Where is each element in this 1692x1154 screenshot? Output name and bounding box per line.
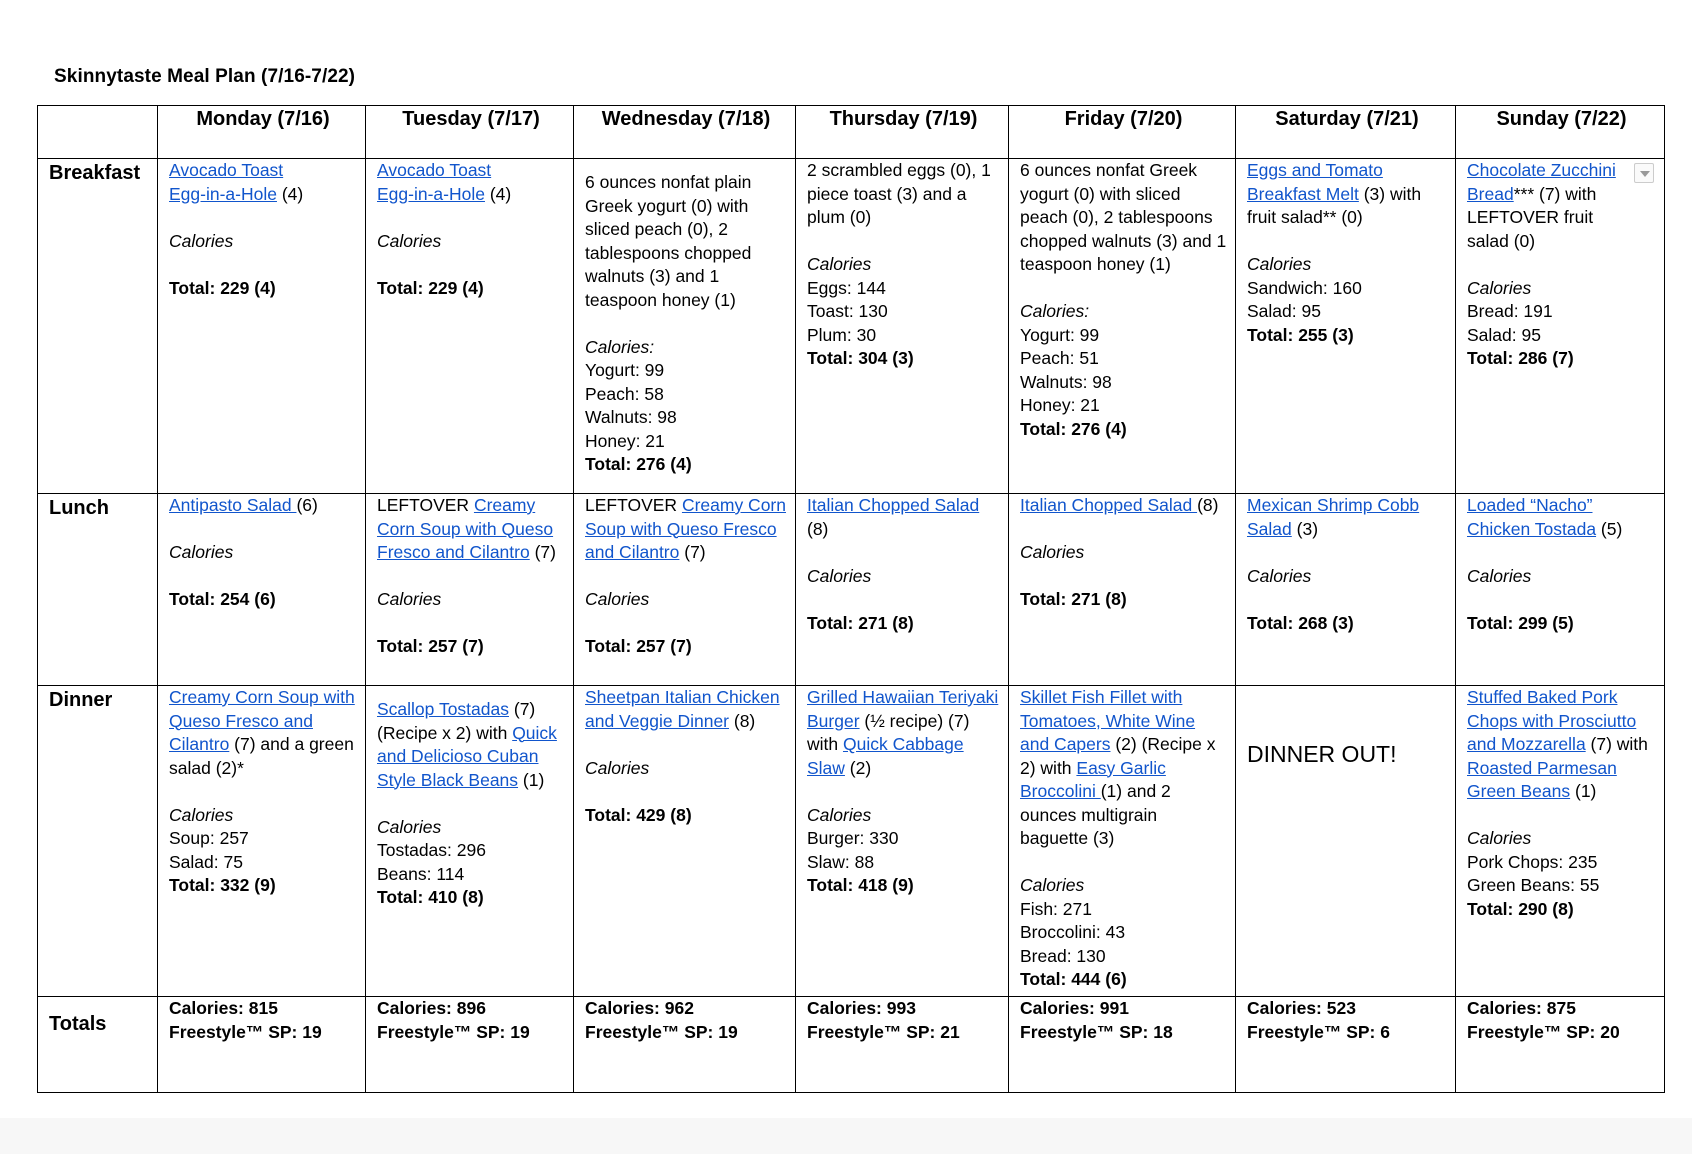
row-label-breakfast: Breakfast	[38, 159, 158, 494]
points: (8)	[1197, 495, 1219, 515]
recipe-link[interactable]: Mexican Shrimp Cobb Salad	[1247, 495, 1420, 539]
totals-friday	[1009, 997, 1236, 1093]
recipe-link[interactable]: Eggs and Tomato Breakfast Melt	[1247, 160, 1383, 204]
recipe-link[interactable]: Easy Garlic Broccolini	[1020, 757, 1166, 801]
recipe-link[interactable]: Antipasto Salad	[169, 495, 297, 515]
calorie-line: Salad: 95	[1467, 324, 1541, 345]
calories-label: Calories	[1247, 565, 1312, 586]
breakfast-monday	[158, 159, 366, 494]
calories-label: Calories	[169, 230, 234, 251]
daily-smartpoints: Freestyle™ SP: 19	[169, 1021, 322, 1042]
points: (7)	[529, 542, 556, 562]
meal-total: Total: 268 (3)	[1247, 612, 1354, 633]
document-title: Skinnytaste Meal Plan (7/16-7/22)	[54, 66, 356, 87]
meal-total: Total: 304 (3)	[807, 348, 914, 368]
meal-description: 6 ounces nonfat Greek yogurt (0) with sliced peach (0), 2 tablespoons chopped walnuts (3) and 1 teaspoon honey (1)	[1020, 160, 1227, 274]
calories-label: Calories	[807, 254, 872, 274]
lunch-row	[38, 494, 1665, 686]
breakfast-friday	[1009, 159, 1236, 494]
recipe-link[interactable]: Egg-in-a-Hole	[169, 183, 277, 204]
recipe-link[interactable]: Creamy Corn Soup with Queso Fresco and Cilantro	[585, 495, 786, 562]
calories-label: Calories	[1020, 542, 1085, 562]
daily-smartpoints: Freestyle™ SP: 19	[377, 1021, 530, 1042]
meal-total: Total: 286 (7)	[1467, 348, 1574, 368]
calorie-line: Salad: 95	[1247, 301, 1321, 321]
day-header-monday: Monday (7/16)	[158, 106, 366, 159]
points: (1)	[518, 769, 545, 790]
breakfast-sunday	[1456, 159, 1665, 494]
meal-total: Total: 271 (8)	[1020, 589, 1127, 609]
recipe-link[interactable]: Grilled Hawaiian Teriyaki Burger	[807, 687, 999, 731]
daily-smartpoints: Freestyle™ SP: 20	[1467, 1021, 1620, 1042]
daily-smartpoints: Freestyle™ SP: 19	[585, 1021, 738, 1042]
day-header-thursday: Thursday (7/19)	[796, 106, 1009, 159]
daily-calories: Calories: 523	[1247, 998, 1356, 1018]
calories-label: Calories:	[585, 336, 655, 357]
meal-description: (3) with fruit salad** (0)	[1247, 183, 1422, 227]
recipe-link[interactable]: Quick Cabbage Slaw	[807, 734, 964, 778]
calorie-line: Slaw: 88	[807, 851, 875, 872]
calorie-line: Salad: 75	[169, 851, 243, 872]
day-header-wednesday: Wednesday (7/18)	[574, 106, 796, 159]
dinner-row	[38, 686, 1665, 997]
totals-tuesday	[366, 997, 574, 1093]
calorie-line: Yogurt: 99	[1020, 324, 1100, 345]
totals-saturday	[1236, 997, 1456, 1093]
recipe-link[interactable]: Avocado Toast	[169, 160, 284, 180]
totals-wednesday	[574, 997, 796, 1093]
totals-thursday	[796, 997, 1009, 1093]
recipe-link[interactable]: Scallop Tostadas	[377, 699, 509, 719]
lunch-tuesday	[366, 494, 574, 686]
meal-total: Total: 255 (3)	[1247, 324, 1354, 345]
calorie-line: Bread: 191	[1467, 301, 1553, 321]
calorie-line: Walnuts: 98	[1020, 371, 1112, 392]
calorie-line: Burger: 330	[807, 828, 899, 848]
recipe-link[interactable]: Italian Chopped Salad	[807, 495, 980, 515]
breakfast-saturday	[1236, 159, 1456, 494]
points: (5)	[1596, 518, 1623, 539]
dinner-wednesday	[574, 686, 796, 997]
calories-label: Calories	[585, 757, 650, 778]
recipe-link[interactable]: Sheetpan Italian Chicken and Veggie Dinner	[585, 687, 780, 731]
daily-calories: Calories: 875	[1467, 998, 1576, 1018]
meal-description: 2 scrambled eggs (0), 1 piece toast (3) and a plum (0)	[807, 160, 991, 227]
dinner-sunday	[1456, 686, 1665, 997]
meal-total: Total: 418 (9)	[807, 875, 914, 895]
daily-calories: Calories: 896	[377, 998, 486, 1018]
dinner-monday	[158, 686, 366, 997]
meal-description: (2) (Recipe x 2) with	[1020, 734, 1216, 778]
dropdown-arrow-icon[interactable]	[1634, 163, 1654, 183]
calories-label: Calories	[169, 542, 234, 562]
daily-smartpoints: Freestyle™ SP: 18	[1020, 1021, 1173, 1042]
row-label-totals: Totals	[38, 997, 158, 1093]
meal-total: Total: 429 (8)	[585, 804, 692, 825]
day-header-tuesday: Tuesday (7/17)	[366, 106, 574, 159]
calorie-line: Plum: 30	[807, 324, 877, 345]
lunch-thursday	[796, 494, 1009, 686]
lunch-sunday	[1456, 494, 1665, 686]
breakfast-wednesday	[574, 159, 796, 494]
recipe-link[interactable]: Skillet Fish Fillet with Tomatoes, White Wine and Capers	[1020, 687, 1196, 754]
totals-monday	[158, 997, 366, 1093]
totals-row	[38, 997, 1665, 1093]
lunch-saturday	[1236, 494, 1456, 686]
calorie-line: Honey: 21	[585, 430, 665, 451]
row-label-lunch: Lunch	[38, 494, 158, 686]
meal-total: Total: 444 (6)	[1020, 969, 1127, 989]
dinner-friday	[1009, 686, 1236, 997]
calories-label: Calories	[585, 589, 650, 609]
meal-description: (½ recipe) (7) with	[807, 710, 970, 754]
lunch-wednesday	[574, 494, 796, 686]
points: (7)	[679, 542, 706, 562]
calories-label: Calories	[377, 816, 442, 837]
daily-calories: Calories: 993	[807, 998, 916, 1018]
meal-description: (1) and 2 ounces multigrain baguette (3)	[1020, 781, 1171, 848]
recipe-link[interactable]: Egg-in-a-Hole	[377, 183, 485, 204]
daily-smartpoints: Freestyle™ SP: 6	[1247, 1021, 1390, 1042]
recipe-link[interactable]: Loaded “Nacho” Chicken Tostada	[1467, 495, 1597, 539]
lunch-monday	[158, 494, 366, 686]
breakfast-row	[38, 159, 1665, 494]
calories-label: Calories	[1467, 277, 1532, 298]
recipe-link[interactable]: Roasted Parmesan Green Beans	[1467, 757, 1617, 801]
meal-total: Total: 229 (4)	[377, 277, 484, 298]
breakfast-tuesday	[366, 159, 574, 494]
calorie-line: Soup: 257	[169, 828, 249, 848]
daily-calories: Calories: 962	[585, 998, 694, 1018]
day-header-saturday: Saturday (7/21)	[1236, 106, 1456, 159]
calorie-line: Tostadas: 296	[377, 840, 486, 860]
meal-total: Total: 276 (4)	[1020, 418, 1127, 439]
calories-label: Calories	[169, 804, 234, 825]
breakfast-thursday	[796, 159, 1009, 494]
calorie-line: Beans: 114	[377, 863, 465, 884]
meal-total: Total: 254 (6)	[169, 589, 276, 609]
daily-smartpoints: Freestyle™ SP: 21	[807, 1021, 960, 1042]
calorie-line: Green Beans: 55	[1467, 875, 1600, 895]
meal-plan-table	[37, 105, 1665, 1093]
calorie-line: Bread: 130	[1020, 945, 1106, 966]
points: (8)	[729, 710, 756, 731]
page-bottom-band	[0, 1118, 1692, 1154]
calorie-line: Honey: 21	[1020, 395, 1100, 415]
corner-cell	[38, 106, 158, 159]
points: (2)	[844, 757, 872, 778]
calorie-line: Yogurt: 99	[585, 360, 665, 380]
totals-sunday	[1456, 997, 1665, 1093]
dinner-thursday	[796, 686, 1009, 997]
leftover-label: LEFTOVER	[585, 495, 682, 515]
meal-total: Total: 332 (9)	[169, 875, 276, 895]
recipe-link[interactable]: Creamy Corn Soup with Queso Fresco and Cilantro	[169, 687, 355, 754]
daily-calories: Calories: 815	[169, 998, 278, 1018]
recipe-link[interactable]: Stuffed Baked Pork Chops with Prosciutto and Mozzarella	[1467, 687, 1637, 754]
meal-total: Total: 276 (4)	[585, 454, 692, 474]
meal-total: Total: 290 (8)	[1467, 898, 1574, 919]
points: (6)	[296, 495, 318, 515]
calorie-line: Walnuts: 98	[585, 407, 677, 427]
calories-label: Calories	[1467, 565, 1532, 586]
calories-label: Calories	[377, 589, 442, 609]
daily-calories: Calories: 991	[1020, 998, 1129, 1018]
recipe-link[interactable]: Italian Chopped Salad	[1020, 495, 1198, 515]
calorie-line: Broccolini: 43	[1020, 922, 1126, 942]
row-label-dinner: Dinner	[38, 686, 158, 997]
meal-total: Total: 410 (8)	[377, 887, 484, 907]
header-row	[38, 106, 1665, 159]
calorie-line: Toast: 130	[807, 301, 888, 321]
points: (1)	[1570, 781, 1597, 801]
recipe-link[interactable]: Quick and Delicioso Cuban Style Black Beans	[377, 722, 557, 790]
meal-description: *** (7) with LEFTOVER fruit salad (0)	[1467, 183, 1597, 251]
points: (8)	[807, 518, 829, 539]
calories-label: Calories	[377, 230, 442, 251]
calorie-line: Fish: 271	[1020, 898, 1092, 919]
recipe-link[interactable]: Chocolate Zucchini Bread	[1467, 160, 1616, 204]
calories-label: Calories	[1467, 828, 1532, 848]
lunch-friday	[1009, 494, 1236, 686]
calories-label: Calories	[1247, 254, 1312, 274]
calorie-line: Peach: 51	[1020, 348, 1099, 368]
dinner-saturday	[1236, 686, 1456, 997]
day-header-friday: Friday (7/20)	[1009, 106, 1236, 159]
meal-description: (7) (Recipe x 2) with	[377, 699, 536, 743]
points: (4)	[276, 183, 304, 204]
meal-total: Total: 271 (8)	[807, 612, 914, 633]
meal-total: Total: 229 (4)	[169, 277, 276, 298]
calories-label: Calories:	[1020, 301, 1090, 321]
meal-description: (7) and a green salad (2)*	[169, 734, 354, 778]
meal-total: Total: 257 (7)	[377, 636, 484, 656]
calorie-line: Sandwich: 160	[1247, 277, 1362, 298]
calorie-line: Eggs: 144	[807, 277, 886, 298]
meal-total: Total: 299 (5)	[1467, 612, 1574, 633]
calories-label: Calories	[807, 804, 872, 825]
points: (3)	[1291, 518, 1319, 539]
day-header-sunday: Sunday (7/22)	[1456, 106, 1665, 159]
meal-total: Total: 257 (7)	[585, 636, 692, 656]
meal-description: 6 ounces nonfat plain Greek yogurt (0) with sliced peach (0), 2 tablespoons chopped walnuts (3) and 1 teaspoon honey (1)	[585, 172, 752, 310]
calories-label: Calories	[807, 565, 872, 586]
meal-description: (7) with	[1585, 734, 1648, 754]
points: (4)	[484, 183, 512, 204]
leftover-label: LEFTOVER	[377, 495, 474, 515]
calorie-line: Pork Chops: 235	[1467, 851, 1598, 872]
recipe-link[interactable]: Creamy Corn Soup with Queso Fresco and Cilantro	[377, 495, 554, 562]
calories-label: Calories	[1020, 875, 1085, 895]
recipe-link[interactable]: Avocado Toast	[377, 160, 492, 180]
dinner-out-text: DINNER OUT!	[1247, 741, 1397, 767]
dinner-tuesday	[366, 686, 574, 997]
calorie-line: Peach: 58	[585, 383, 664, 404]
